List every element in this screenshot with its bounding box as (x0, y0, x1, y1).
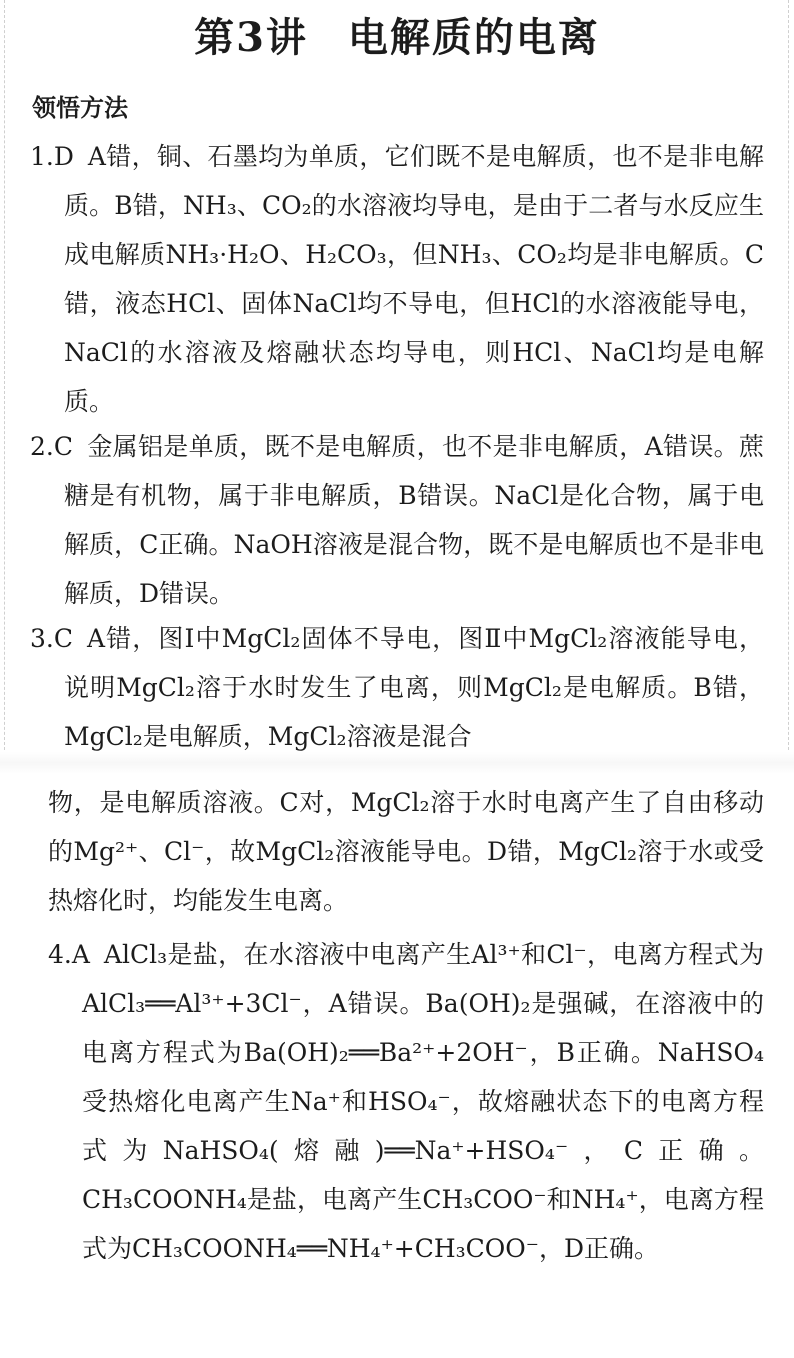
answer-2 (30, 422, 764, 618)
lecture-number: 第3讲 (194, 14, 308, 61)
answer-3-text-a: A错，图Ⅰ中MgCl₂固体不导电，图Ⅱ中MgCl₂溶液能导电，说明MgCl₂溶于水时发生了电离，则MgCl₂是电解质。B错，MgCl₂是电解质，MgCl₂溶液是混合 (64, 624, 764, 751)
answer-3-number: 3.C (30, 624, 73, 653)
answer-1 (30, 132, 764, 426)
answer-3-text-b: 物，是电解质溶液。C对，MgCl₂溶于水时电离产生了自由移动的Mg²⁺、Cl⁻，故MgCl₂溶液能导电。D错，MgCl₂溶于水或受热熔化时，均能发生电离。 (48, 788, 764, 915)
section-heading: 领悟方法 (32, 93, 128, 122)
dashed-margin-right (788, 0, 789, 760)
answer-1-text: A错，铜、石墨均为单质，它们既不是电解质，也不是非电解质。B错，NH₃、CO₂的水溶液均导电，是由于二者与水反应生成电解质NH₃·H₂O、H₂CO₃，但NH₃、CO₂均是非电解质。C错，液态HCl、固体NaCl均不导电，但HCl的水溶液能导电，NaCl的水溶液及熔融状态均导电，则HCl、NaCl均是电解质。 (64, 142, 764, 416)
answer-4 (48, 930, 764, 1273)
page-title (0, 6, 794, 63)
answer-2-number: 2.C (30, 432, 73, 461)
answer-4-text: AlCl₃是盐，在水溶液中电离产生Al³⁺和Cl⁻，电离方程式为AlCl₃══Al³⁺+3Cl⁻，A错误。Ba(OH)₂是强碱，在溶液中的电离方程式为Ba(OH)₂══Ba²⁺+2OH⁻，B正确。NaHSO₄受热熔化电离产生Na⁺和HSO₄⁻，故熔融状态下的电离方程式为NaHSO₄(熔融)══Na⁺+HSO₄⁻，C正确。CH₃COONH₄是盐，电离产生CH₃COO⁻和NH₄⁺，电离方程式为CH₃COONH₄══NH₄⁺+CH₃COO⁻，D正确。 (82, 940, 764, 1263)
answer-3 (30, 614, 764, 761)
answer-2-text: 金属铝是单质，既不是电解质，也不是非电解质，A错误。蔗糖是有机物，属于非电解质，B错误。NaCl是化合物，属于电解质，C正确。NaOH溶液是混合物，既不是电解质也不是非电解质，D错误。 (64, 432, 764, 608)
answer-1-number: 1.D (30, 142, 74, 171)
dashed-margin-left (4, 0, 5, 760)
answer-4-number: 4.A (48, 940, 90, 969)
page-break (0, 752, 794, 774)
answer-3-continued (48, 778, 764, 925)
lecture-topic: 电解质的电离 (347, 14, 600, 61)
